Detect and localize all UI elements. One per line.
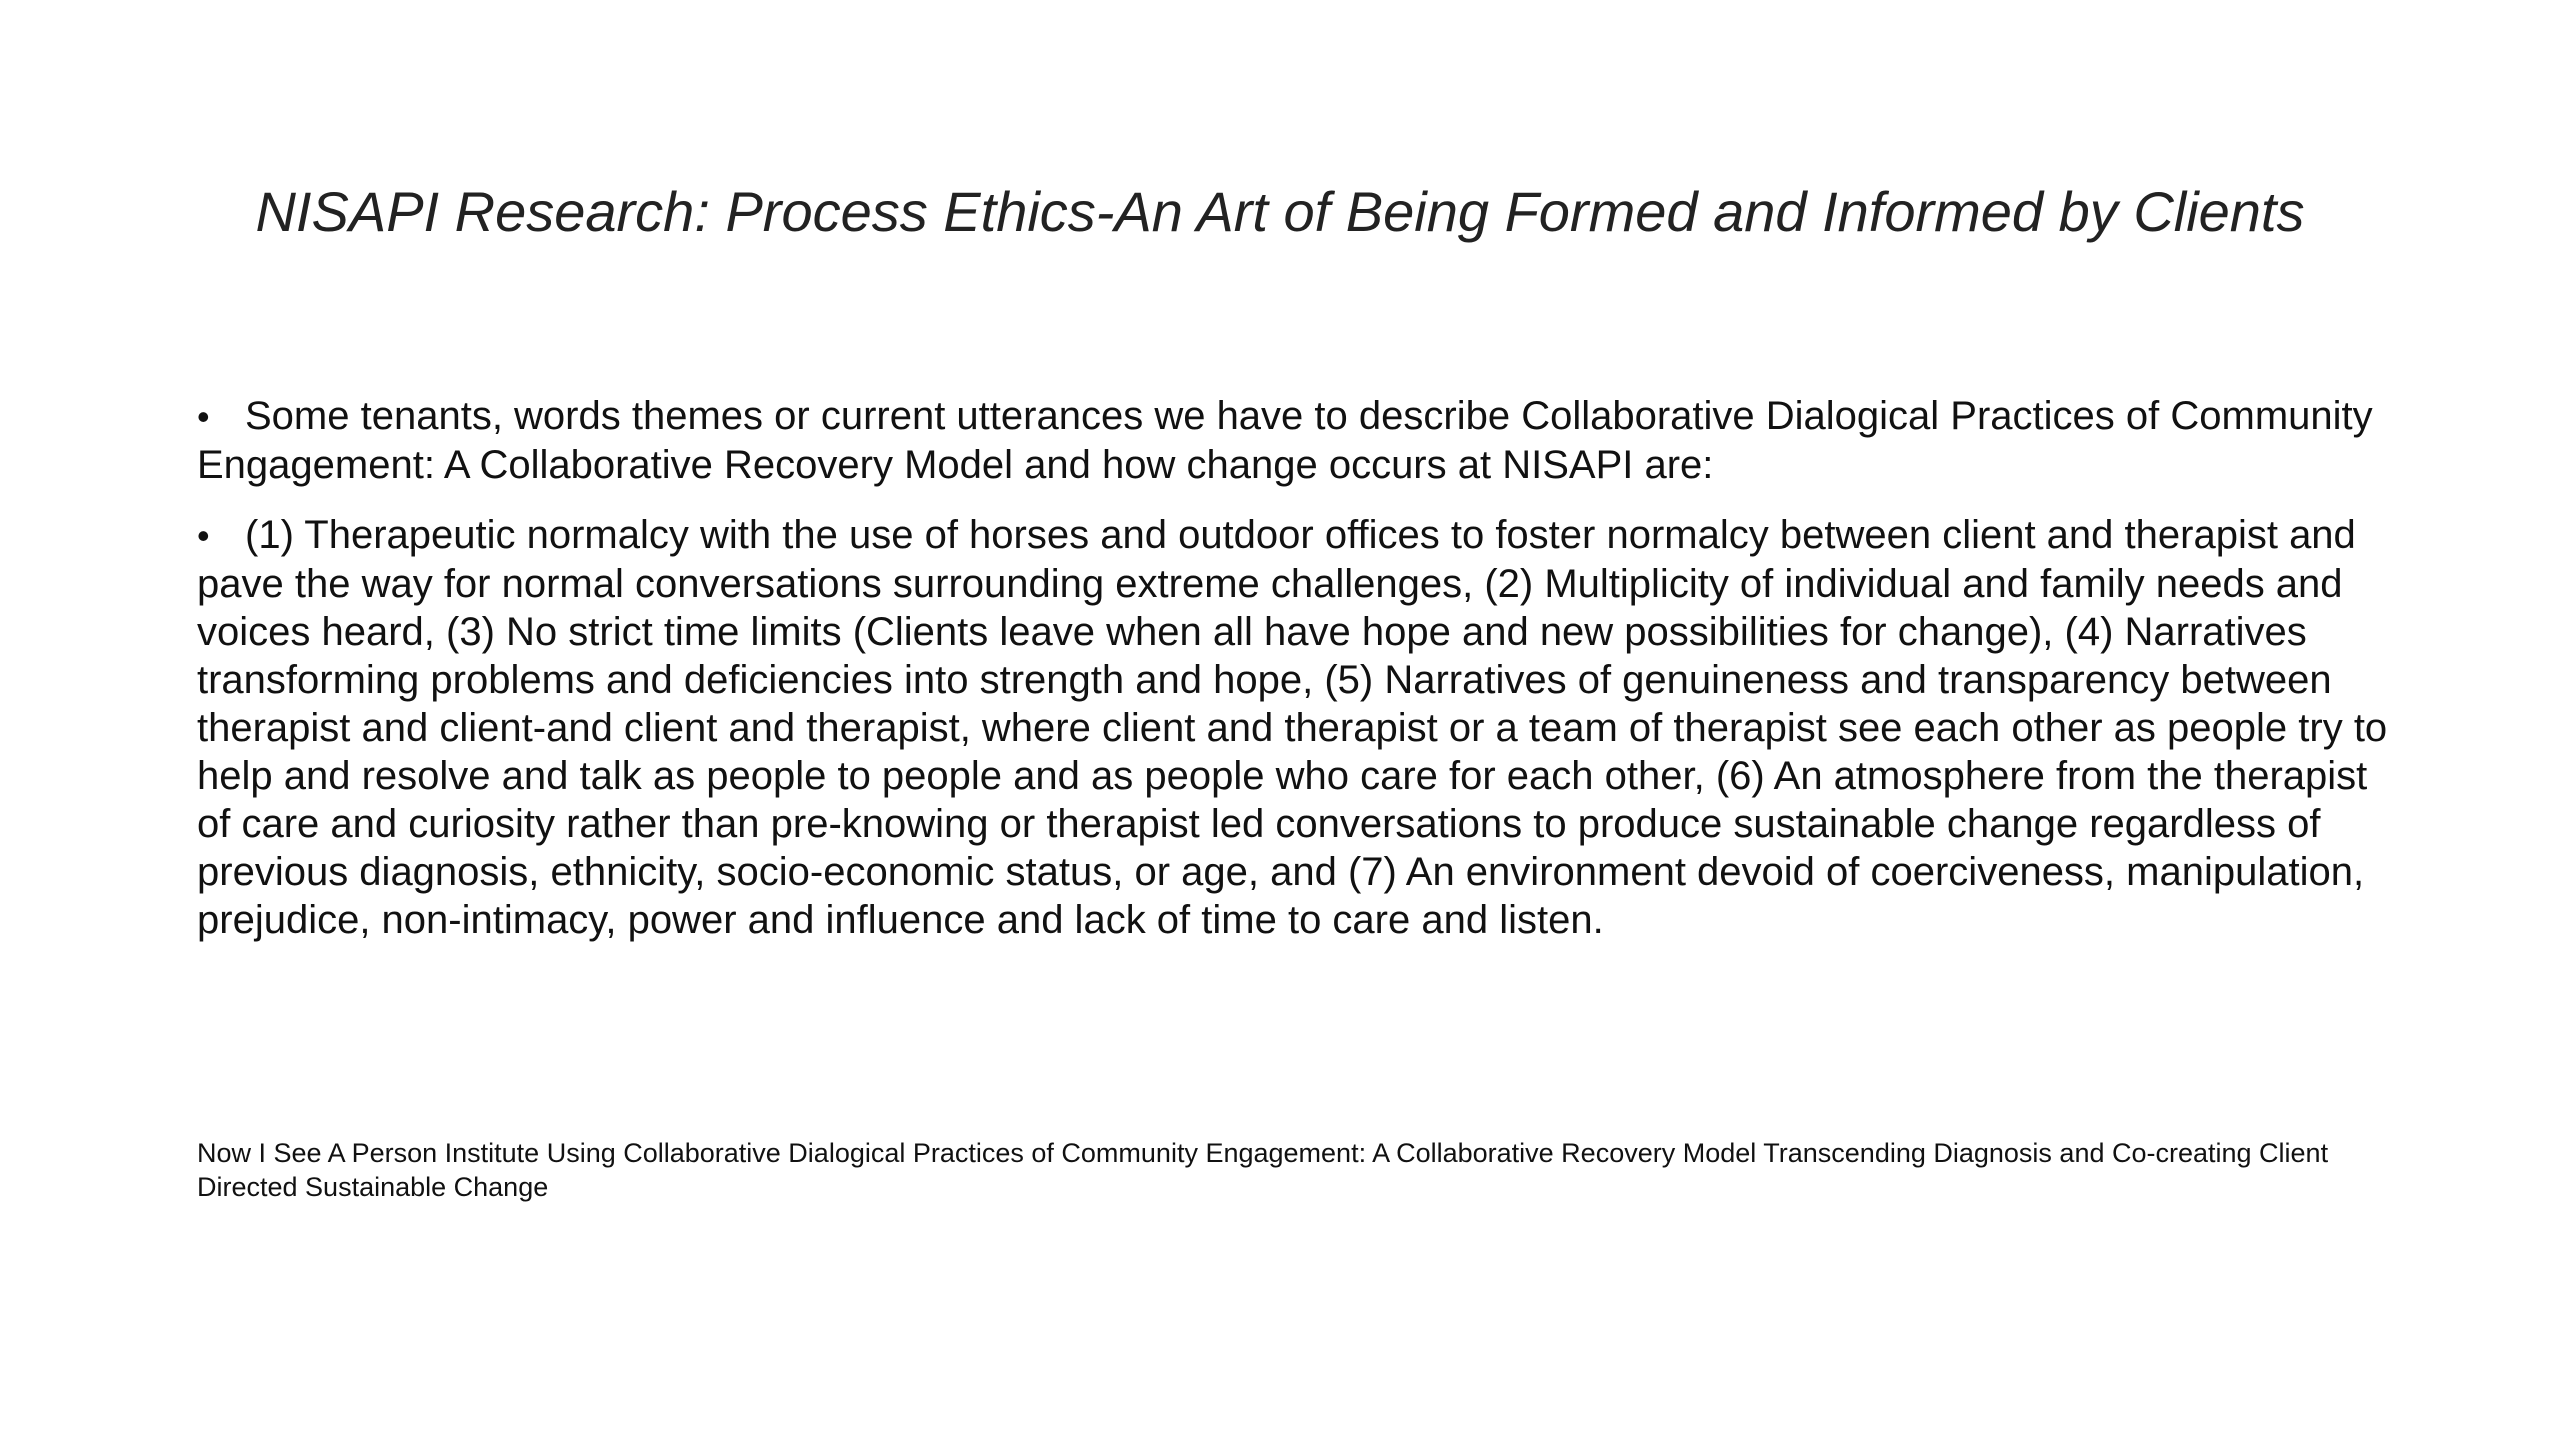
bullet-dot-icon: • [197,515,210,556]
slide-title: NISAPI Research: Process Ethics-An Art of Being Formed and Informed by Clients [255,180,2305,243]
bullet-item [197,511,2397,944]
bullet-text: (1) Therapeutic normalcy with the use of horses and outdoor offices to foster normalcy between client and therapist and pave the way for normal conversations surrounding extreme challenges, (2) Multiplicity of individual and family needs and voices heard, (3) No strict time limits (Clients leave when all have hope and new possibilities for change), (4) Narratives transforming problems and deficiencies into strength and hope, (5) Narratives of genuineness and transparency between therapist and client-and client and therapist, where client and therapist or a team of therapist see each other as people try to help and resolve and talk as people to people and as people who care for each other, (6) An atmosphere from the therapist of care and curiosity rather than pre-knowing or therapist led conversations to produce sustainable change regardless of previous diagnosis, ethnicity, socio-economic status, or age, and (7) An environment devoid of coerciveness, manipulation, prejudice, non-intimacy, power and influence and lack of time to care and listen. [197,513,2388,942]
bullet-item [197,392,2397,489]
bullet-dot-icon: • [197,396,210,437]
bullet-list [197,392,2397,966]
footnote: Now I See A Person Institute Using Collaborative Dialogical Practices of Community Engagement: A Collaborative Recovery Model Transcending Diagnosis and Co-creating Client Directed Sustainable Change [197,1138,2329,1202]
bullet-text: Some tenants, words themes or current utterances we have to describe Collaborative Dialogical Practices of Community Engagement: A Collaborative Recovery Model and how change occurs at NISAPI are: [197,394,2373,487]
